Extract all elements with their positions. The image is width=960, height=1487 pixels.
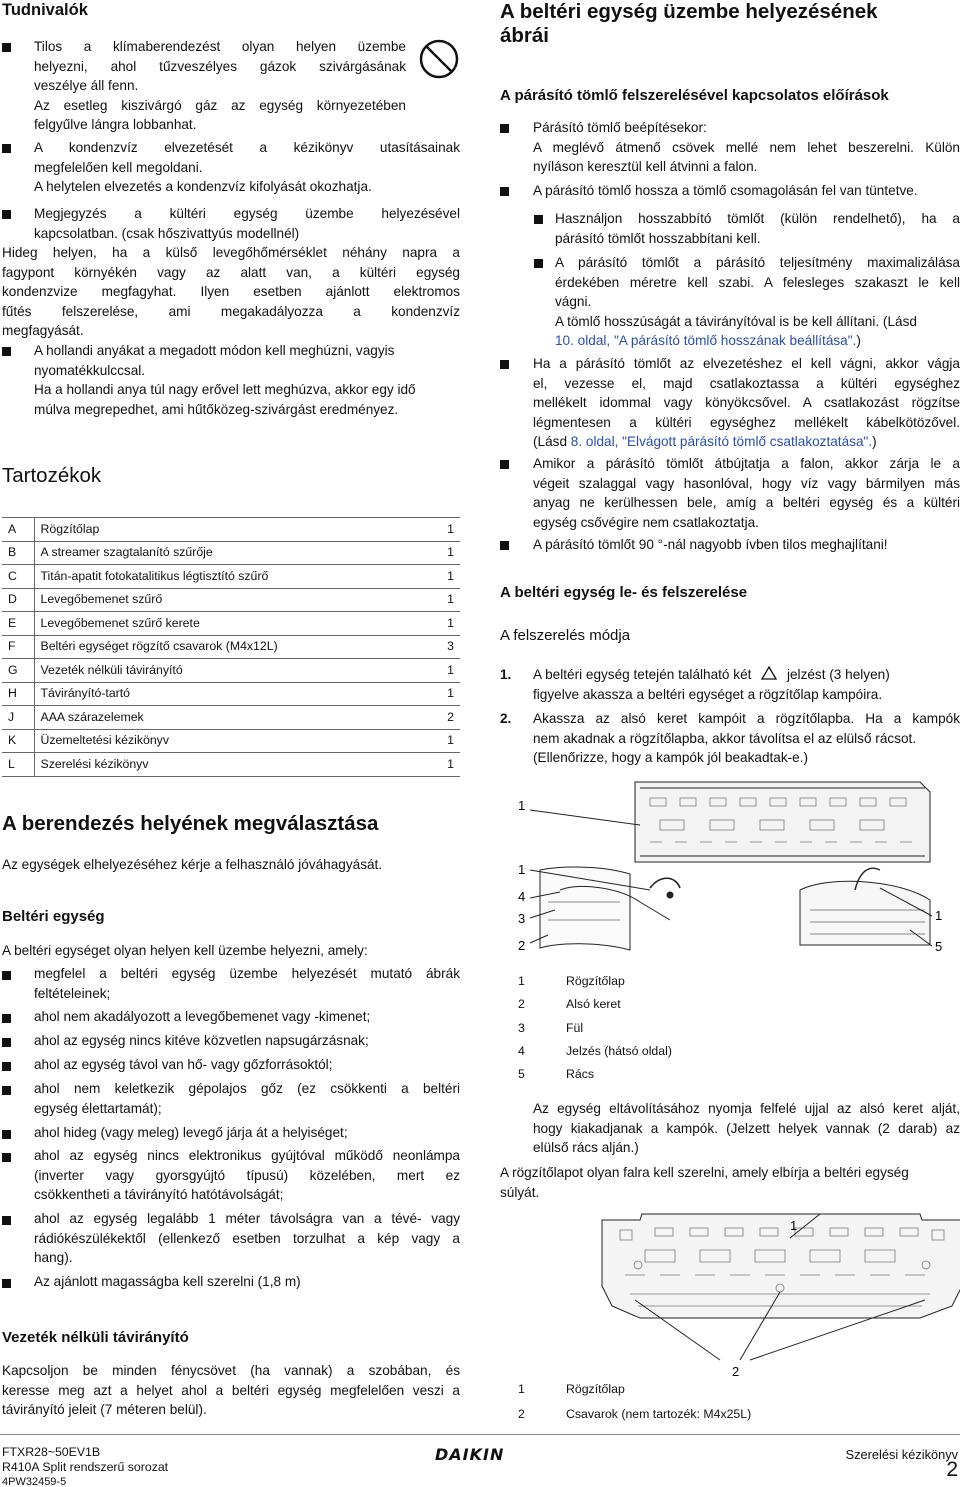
accessory-qty: 1 [430, 518, 460, 542]
fig1-callout: 4 [518, 889, 526, 904]
note-3-body: Hideg helyen, ha a külső levegőhőmérséklet néhány napra a fagypont környékén vagy az alatt van, a kültéri egység kondenzvize megfagyhat. Ilyen esetben ajánlott elektromos fűtés felszerelése, ami megakadályozza a kondenzvíz megfagyását. [2, 245, 460, 338]
list-item: ahol az egység nincs elektronikus gyújtóval működő neonlámpa (inverter vagy gyorsgyújtó típusú) közelében, mert ez csökkentheti a távirányító hatótávolságát; [34, 1148, 460, 1203]
bullet [534, 259, 543, 268]
fig1-callout: 1 [518, 862, 526, 877]
indoor-heading: Beltéri egység [2, 908, 105, 925]
tartozekok-heading: Tartozékok [2, 464, 102, 487]
fig1-callout: 5 [935, 939, 943, 954]
bullet [2, 144, 11, 153]
bullet [500, 541, 509, 550]
legend-row [518, 1405, 818, 1423]
accessory-key: E [2, 612, 34, 636]
legend-number: 3 [518, 1020, 525, 1035]
accessory-row [2, 729, 460, 753]
prohibition-icon [418, 38, 460, 80]
accessory-key: D [2, 588, 34, 612]
accessory-name: Levegőbemenet szűrő [34, 588, 430, 612]
bullet [2, 971, 11, 980]
accessory-qty: 1 [430, 682, 460, 706]
mount-subheading: A felszerelés módja [500, 627, 631, 644]
accessory-key: F [2, 635, 34, 659]
daikin-logo: DAIKIN [435, 1445, 505, 1464]
footer-series: R410A Split rendszerű sorozat [2, 1460, 169, 1474]
legend-text: Jelzés (hátsó oldal) [566, 1043, 672, 1058]
hose-rule-2a: Használjon hosszabbító tömlőt (külön rendelhető), ha a párásító tömlőt hosszabbítani kell. [555, 211, 960, 246]
accessory-name: Távirányító-tartó [34, 682, 430, 706]
legend-row [518, 995, 818, 1013]
accessory-name: AAA szárazelemek [34, 706, 430, 730]
page-8-link[interactable]: 8. oldal, "Elvágott párásító tömlő csatlakoztatása". [570, 434, 873, 449]
hose-rule-5: A párásító tömlőt 90 °-nál nagyobb ívben tilos meghajlítani! [533, 537, 888, 552]
accessory-name: Szerelési kézikönyv [34, 753, 430, 777]
bullet [2, 43, 11, 52]
legend-number: 4 [518, 1043, 525, 1058]
accessory-qty: 3 [430, 635, 460, 659]
accessory-key: G [2, 659, 34, 683]
placement-heading: A berendezés helyének megválasztása [2, 812, 379, 835]
accessory-name: Levegőbemenet szűrő kerete [34, 612, 430, 636]
bullet [534, 215, 543, 224]
bullet [2, 210, 11, 219]
list-item: ahol az egység távol van hő- vagy gőzforrásoktól; [34, 1057, 333, 1073]
legend-text: Fül [566, 1020, 584, 1035]
mount-heading: A beltéri egység le- és felszerelése [500, 584, 748, 601]
legend-text: Rács [566, 1067, 595, 1082]
hose-rule-1: Párásító tömlő beépítésekor: A meglévő átmenő csövek mellé nem lehet beszerelni. Külön nyíláson keresztül kell átvinni a falon. [533, 120, 960, 174]
page-number: 2 [946, 1458, 958, 1481]
legend-row [518, 1380, 818, 1398]
figure-unit-mounting [500, 770, 960, 965]
legend-text: Alsó keret [566, 997, 621, 1012]
accessory-qty: 1 [430, 729, 460, 753]
accessory-key: H [2, 682, 34, 706]
accessory-row [2, 682, 460, 706]
accessory-qty: 1 [430, 565, 460, 589]
indoor-intro: A beltéri egységet olyan helyen kell üzembe helyezni, amely: [2, 943, 368, 958]
bullet [2, 1014, 11, 1023]
legend-row [518, 1065, 818, 1083]
accessory-key: L [2, 753, 34, 777]
bullet [2, 1062, 11, 1071]
figure-1-legend [518, 972, 818, 1087]
note-1: Tilos a klímaberendezést olyan helyen üzembe helyezni, ahol tűzveszélyes gázok szivárgásának veszélye áll fenn. Az esetleg kiszivárgó gáz az egység környezetében felgyűlve lángra lobbanhat. [34, 39, 406, 132]
accessory-name: Rögzítőlap [34, 518, 430, 542]
bullet [2, 1086, 11, 1095]
remote-heading: Vezeték nélküli távirányító [2, 1329, 189, 1346]
bullet [2, 1216, 11, 1225]
legend-row [518, 972, 818, 990]
accessory-row [2, 588, 460, 612]
bullet [500, 460, 509, 469]
hose-rule-2: A párásító tömlő hossza a tömlő csomagolásán fel van tüntetve. [533, 183, 918, 198]
step-2-number: 2. [500, 711, 512, 726]
placement-intro: Az egységek elhelyezéséhez kérje a felhasználó jóváhagyását. [2, 857, 383, 872]
accessory-qty: 1 [430, 753, 460, 777]
accessory-qty: 2 [430, 706, 460, 730]
legend-text: Rögzítőlap [566, 1382, 625, 1396]
hose-rule-3: Ha a párásító tömlőt az elvezetéshez el kell vágni, akkor vágja el, vezesse el, majd csatlakoztassa a kültéri egységhez mellékelt idommal vagy könyökcsővel. A csatlakozást rögzítse légmentesen a kültéri egységhez mellékelt kábelkötözővel. (Lásd 8. oldal, "Elvágott párásító tömlő csatlakoztatása".) [533, 356, 960, 449]
accessory-row [2, 518, 460, 542]
figure-2-legend [518, 1380, 818, 1430]
accessory-row [2, 612, 460, 636]
step-1-number: 1. [500, 667, 512, 682]
triangle-mark-icon [761, 666, 777, 680]
bullet [2, 347, 11, 356]
list-item: ahol hideg (vagy meleg) levegő járja át a helyiséget; [34, 1124, 348, 1140]
note-4: A hollandi anyákat a megadott módon kell meghúzni, vagyis nyomatékkulccsal. Ha a hollandi anya túl nagy erővel lett meghúzva, akkor egy idő múlva megrepedhet, ami hűtőközeg-szivárgást eredményez. [34, 343, 416, 417]
list-item: ahol az egység legalább 1 méter távolságra van a tévé- vagy rádiókészülékektől (ellenkező esetben torzulhat a kép vagy a hang). [34, 1211, 460, 1266]
legend-text: Rögzítőlap [566, 974, 625, 988]
step-2-text: Akassza az alsó keret kampóit a rögzítőlapba. Ha a kampók nem akadnak a rögzítőlapba, akkor távolítsa el az elülső rácsot. (Ellenőrizze, hogy a kampók jól beakadtak-e.) [533, 711, 960, 765]
accessory-row [2, 659, 460, 683]
bullet [2, 1038, 11, 1047]
figure-mounting-plate [590, 1210, 960, 1380]
removal-text: Az egység eltávolításához nyomja felfelé ujjal az alsó keret alját, hogy kiakadjanak a kampók. (Jelzett helyek vannak (2 darab) az elülső rács alján.) [533, 1101, 960, 1155]
list-item: Az ajánlott magasságba kell szerelni (1,8 m) [34, 1274, 301, 1290]
plate-text: A rögzítőlapot olyan falra kell szerelni, amely elbírja a beltéri egység súlyát. [500, 1165, 909, 1200]
footer-code: 4PW32459-5 [2, 1476, 67, 1487]
list-item: ahol nem keletkezik gépolajos gőz (ez csökkenti a beltéri egység élettartamát); [34, 1081, 460, 1116]
legend-number: 5 [518, 1067, 525, 1082]
accessories-table [2, 517, 460, 777]
page-footer [0, 1434, 960, 1487]
hose-rule-2b: A párásító tömlőt a párásító teljesítmény maximalizálása érdekében méretre kell szabi. A felesleges szakaszt le kell vágni. A tömlő hosszúságát a távirányítóval is be kell állítani. (Lásd 10. oldal, "A párásító tömlő hosszának beállítása".) [555, 255, 960, 348]
tudnivalok-heading: Tudnivalók [2, 1, 88, 19]
accessory-qty: 1 [430, 588, 460, 612]
legend-row [518, 1019, 818, 1037]
legend-number: 2 [518, 1406, 525, 1421]
list-item: ahol az egység nincs kitéve közvetlen napsugárzásnak; [34, 1033, 369, 1049]
hose-rule-4: Amikor a párásító tömlőt átbújtatja a falon, akkor zárja le a végeit szalaggal vagy hasonlóval, hogy víz vagy bármilyen más anyag ne kerülhessen bele, amíg a beltéri egység és a kültéri egység csővégire nem csatlakoztatja. [533, 456, 960, 530]
bullet [500, 124, 509, 133]
fig1-callout: 3 [518, 911, 526, 926]
fig1-callout: 2 [518, 938, 526, 953]
footer-model: FTXR28~50EV1B [2, 1445, 101, 1459]
accessory-name: A streamer szagtalanító szűrője [34, 541, 430, 565]
accessory-qty: 1 [430, 612, 460, 636]
list-item: megfelel a beltéri egység üzembe helyezését mutató ábrák feltételeinek; [34, 966, 460, 1001]
accessory-row [2, 753, 460, 777]
legend-number: 2 [518, 997, 525, 1012]
accessory-qty: 1 [430, 659, 460, 683]
fig2-callout: 2 [732, 1364, 740, 1379]
accessory-name: Beltéri egységet rögzítő csavarok (M4x12L) [34, 635, 430, 659]
footer-manual: Szerelési kézikönyv [845, 1447, 958, 1462]
legend-number: 1 [518, 1382, 525, 1396]
page-10-link[interactable]: 10. oldal, "A párásító tömlő hosszának beállítása". [555, 333, 857, 348]
figures-title: A beltéri egység üzembe helyezésének ábrái [500, 0, 878, 47]
legend-row [518, 1042, 818, 1060]
accessory-row [2, 541, 460, 565]
bullet [2, 1130, 11, 1139]
accessory-name: Titán-apatit fotokatalitikus légtisztító szűrő [34, 565, 430, 589]
accessory-row [2, 706, 460, 730]
accessory-key: A [2, 518, 34, 542]
remote-text: Kapcsoljon be minden fénycsövet (ha vannak) a szobában, és keresse meg azt a helyet ahol a beltéri egység megfelelően veszi a távirányító jeleit (7 méteren belül). [2, 1363, 460, 1417]
bullet [2, 1279, 11, 1288]
accessory-name: Vezeték nélküli távirányító [34, 659, 430, 683]
note-2: A kondenzvíz elvezetését a kézikönyv utasításainak megfelelően kell megoldani. A helytelen elvezetés a kondenzvíz kifolyását okozhatja. [34, 140, 460, 194]
bullet [500, 360, 509, 369]
accessory-key: K [2, 729, 34, 753]
accessory-name: Üzemeltetési kézikönyv [34, 729, 430, 753]
legend-number: 1 [518, 974, 525, 988]
accessory-key: C [2, 565, 34, 589]
fig1-callout: 1 [518, 798, 526, 813]
accessory-key: J [2, 706, 34, 730]
accessory-qty: 1 [430, 541, 460, 565]
bullet [500, 187, 509, 196]
note-3: Megjegyzés a kültéri egység üzembe helyezésével kapcsolatban. (csak hőszivattyús modellnél) [34, 206, 460, 241]
accessory-row [2, 565, 460, 589]
accessory-row [2, 635, 460, 659]
fig2-callout: 1 [790, 1218, 798, 1233]
fig1-callout: 1 [935, 908, 943, 923]
accessory-key: B [2, 541, 34, 565]
hose-heading: A párásító tömlő felszerelésével kapcsolatos előírások [500, 87, 889, 104]
list-item: ahol nem akadályozott a levegőbemenet vagy -kimenet; [34, 1009, 371, 1025]
legend-text: Csavarok (nem tartozék: M4x25L) [566, 1406, 752, 1421]
bullet [2, 1153, 11, 1162]
step-1-text: A beltéri egység tetején található két jelzést (3 helyen) figyelve akassza a beltéri egységet a rögzítőlap kampóira. [533, 667, 890, 702]
